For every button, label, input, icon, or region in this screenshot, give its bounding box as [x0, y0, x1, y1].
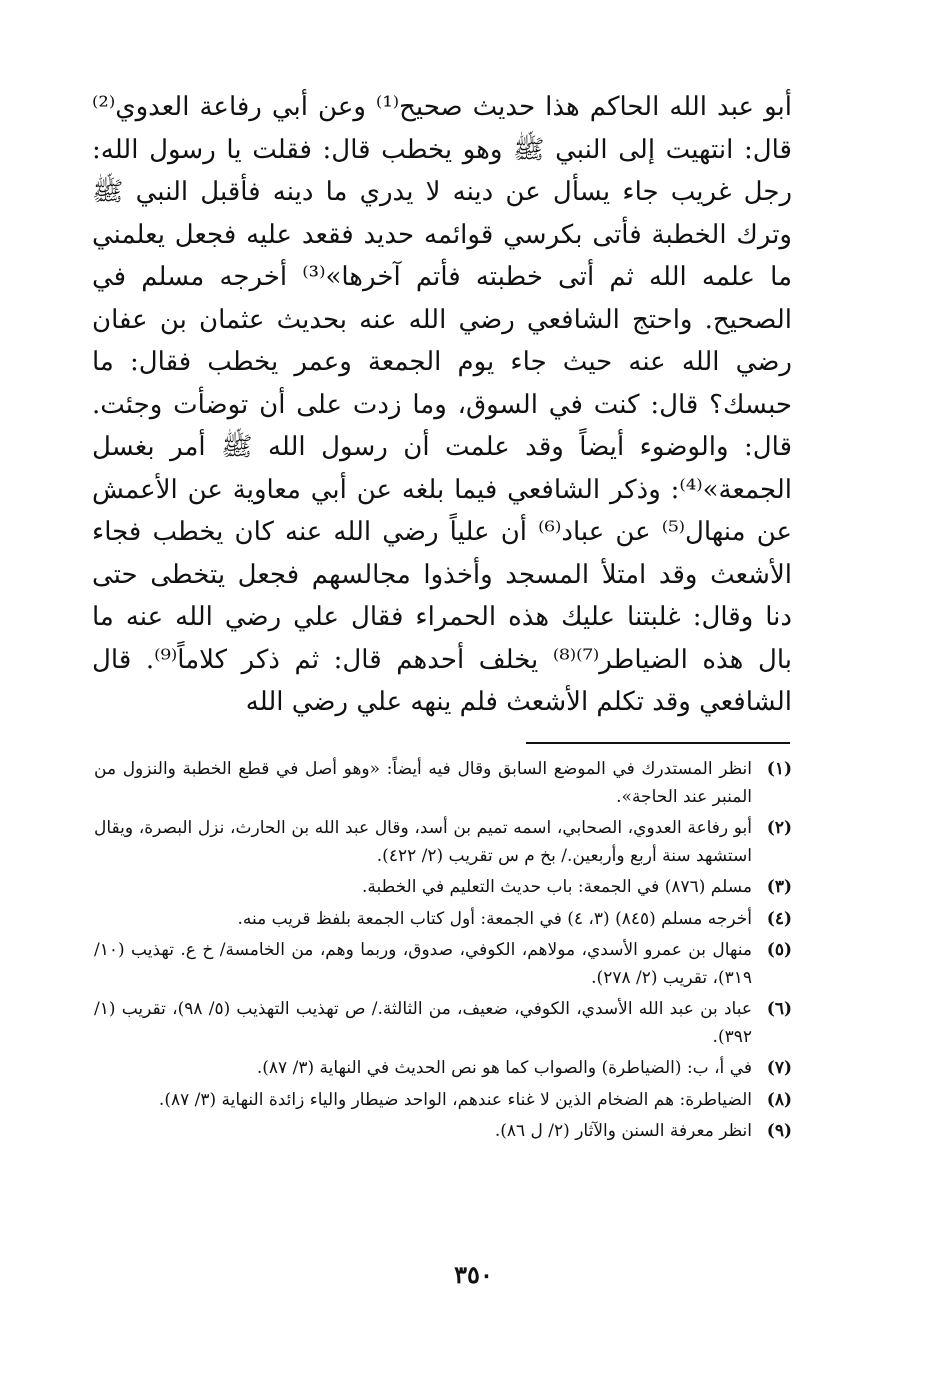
main-paragraph: أبو عبد الله الحاكم هذا حديث صحيح⁽¹⁾ وعن أبي رفاعة العدوي⁽²⁾ قال: انتهيت إلى النبي ﷺ وهو يخطب قال: فقلت يا رسول الله: رجل غريب جاء يسأل عن دينه لا يدري ما دينه فأقبل النبي ﷺ وترك الخطبة فأتى بكرسي قوائمه حديد فقعد عليه فجعل يعلمني ما علمه الله ثم أتى خطبته فأتم آخرها»⁽³⁾ أخرجه مسلم في الصحيح. واحتج الشافعي رضي الله عنه بحديث عثمان بن عفان رضي الله عنه حيث جاء يوم الجمعة وعمر يخطب فقال: ما حبسك؟ قال: كنت في السوق، وما زدت على أن توضأت وجئت. قال: والوضوء أيضاً وقد علمت أن رسول الله ﷺ أمر بغسل الجمعة»⁽⁴⁾: وذكر الشافعي فيما بلغه عن أبي معاوية عن الأعمش عن منهال⁽⁵⁾ عن عباد⁽⁶⁾ أن علياً رضي الله عنه كان يخطب فجاء الأشعث وقد امتلأ المسجد وأخذوا مجالسهم فجعل يتخطى حتى دنا وقال: غلبتنا عليك هذه الحمراء فقال علي رضي الله عنه ما بال هذه الضياطر⁽⁷⁾⁽⁸⁾ يخلف أحدهم قال: ثم ذكر كلاماً⁽⁹⁾. قال الشافعي وقد تكلم الأشعث فلم ينهه علي رضي الله — [92, 92, 793, 717]
footnote-number: (٩) — [766, 1121, 792, 1141]
footnote-text: في أ، ب: (الضياطرة) والصواب كما هو نص الحديث في النهاية (٣/ ٨٧). — [256, 1058, 752, 1078]
footnote-number: (٦) — [766, 999, 792, 1019]
footnote-number: (٨) — [766, 1089, 792, 1110]
footnote-text: انظر معرفة السنن والآثار (٢/ ل ٨٦). — [494, 1121, 752, 1141]
footnote-item — [94, 1055, 792, 1083]
main-text-block — [92, 86, 792, 724]
footnote-divider — [526, 742, 790, 744]
footnote-number: (٢) — [766, 818, 792, 838]
footnote-text: أخرجه مسلم (٨٤٥) (٣، ٤) في الجمعة: أول كتاب الجمعة بلفظ قريب منه. — [237, 908, 752, 929]
footnote-text: منهال بن عمرو الأسدي، مولاهم، الكوفي، صدوق، وربما وهم، من الخامسة/ خ ع. تهذيب (١٠/ ٣١٩)، تقريب (٢/ ٢٧٨). — [94, 940, 752, 988]
footnote-text: أبو رفاعة العدوي، الصحابي، اسمه تميم بن أسد، وقال عبد الله بن الحارث، نزل البصرة، ويقال استشهد سنة أربع وأربعين./ بخ م س تقريب (٢/ ٤٢٢). — [94, 818, 752, 866]
footnote-number: (١) — [766, 759, 792, 779]
footnote-item — [94, 1087, 792, 1115]
footnotes-list — [94, 756, 792, 1150]
footnote-text: عباد بن عبد الله الأسدي، الكوفي، ضعيف، من الثالثة./ ص تهذيب التهذيب (٥/ ٩٨)، تقريب (١/ ٣٩٢). — [94, 999, 752, 1047]
footnote-item — [94, 1118, 792, 1146]
footnote-text: انظر المستدرك في الموضع السابق وقال فيه أيضاً: «وهو أصل في قطع الخطبة والنزول من المنبر عند الحاجة». — [94, 759, 752, 807]
footnote-text: مسلم (٨٧٦) في الجمعة: باب حديث التعليم في الخطبة. — [361, 877, 752, 897]
footnote-item — [94, 937, 792, 992]
footnote-item — [94, 815, 792, 870]
footnote-item — [94, 756, 792, 811]
footnote-number: (٥) — [766, 940, 792, 960]
footnote-text: الضياطرة: هم الضخام الذين لا غناء عندهم، الواحد ضيطار والياء زائدة النهاية (٣/ ٨٧). — [158, 1089, 752, 1110]
footnote-item — [94, 996, 792, 1051]
footnote-number: (٣) — [766, 877, 792, 897]
footnote-number: (٤) — [766, 908, 792, 929]
footnote-item — [94, 874, 792, 902]
footnote-item — [94, 906, 792, 934]
page-number: ٣٥٠ — [454, 1260, 493, 1289]
footnote-number: (٧) — [766, 1058, 792, 1078]
